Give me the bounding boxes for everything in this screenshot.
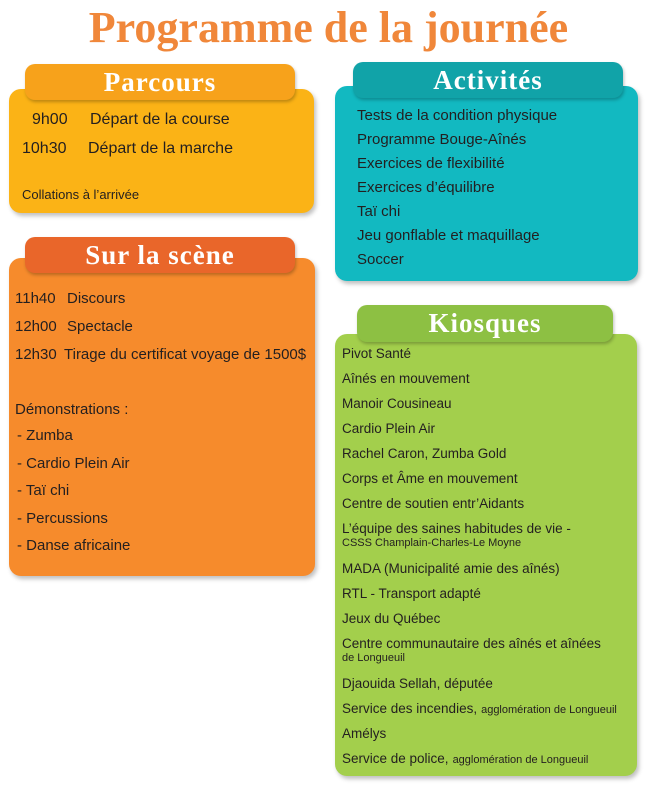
demo-item: - Cardio Plein Air [17, 454, 130, 472]
scene-item [15, 346, 306, 363]
demo-heading: Démonstrations : [15, 401, 129, 418]
demo-item: - Zumba [17, 427, 73, 444]
activites-item: Programme Bouge-Aînés [357, 131, 527, 148]
kiosques-heading: Kiosques [357, 305, 613, 342]
kiosque-item [342, 496, 524, 511]
demo-item: - Taï chi [17, 482, 70, 499]
activites-item: Taï chi [357, 203, 401, 220]
kiosque-item [342, 396, 452, 411]
scene-item [15, 318, 133, 335]
kiosque-name: Service des incendies, [342, 701, 478, 716]
kiosque-item [342, 586, 481, 601]
kiosque-item [342, 346, 411, 361]
kiosque-item [342, 371, 470, 386]
activites-item: Jeu gonflable et maquillage [357, 227, 540, 244]
scene-label: Discours [67, 290, 126, 307]
parcours-label: Départ de la marche [88, 140, 233, 157]
scene-label: Spectacle [67, 318, 133, 335]
activites-item: Soccer [357, 251, 404, 268]
activites-heading: Activités [353, 62, 623, 98]
kiosque-item [342, 611, 440, 626]
kiosque-name: Manoir Cousineau [342, 396, 452, 411]
kiosque-name: Centre de soutien entr’Aidants [342, 496, 525, 511]
kiosque-item [342, 676, 493, 691]
parcours-heading: Parcours [25, 64, 295, 100]
page-title: Programme de la journée [88, 3, 569, 52]
kiosque-name: RTL - Transport adapté [342, 586, 481, 601]
parcours-label: Départ de la course [90, 111, 230, 128]
activites-item: Exercices d’équilibre [357, 179, 495, 196]
kiosque-subtitle: de Longueuil [342, 652, 406, 664]
parcours-time: 9h00 [32, 111, 68, 128]
kiosque-detail: agglomération de Longueuil [481, 704, 617, 716]
scene-time: 12h30 [15, 346, 57, 363]
kiosque-name: Aînés en mouvement [342, 371, 470, 386]
parcours-item [32, 111, 230, 129]
kiosque-item [342, 636, 601, 665]
kiosque-name: Amélys [342, 726, 387, 741]
kiosque-name: Cardio Plein Air [342, 421, 436, 436]
kiosque-name: Service de police, [342, 751, 449, 766]
activites-item: Exercices de flexibilité [357, 155, 505, 172]
kiosque-item [342, 751, 588, 766]
parcours-time: 10h30 [22, 140, 67, 157]
scene-time: 11h40 [15, 290, 56, 307]
kiosque-item [342, 421, 435, 436]
kiosque-subtitle: CSSS Champlain-Charles-Le Moyne [342, 537, 522, 549]
kiosque-name: MADA (Municipalité amie des aînés) [342, 561, 560, 576]
activites-item: Tests de la condition physique [357, 107, 558, 124]
scene-label: Tirage du certificat voyage de 1500$ [64, 346, 307, 363]
demo-item: - Danse africaine [17, 537, 131, 554]
kiosque-item [342, 701, 617, 716]
kiosque-item [342, 561, 560, 576]
kiosque-item [342, 446, 506, 461]
demo-item: - Percussions [17, 509, 108, 527]
parcours-item [22, 140, 233, 158]
scene-item [15, 290, 125, 307]
kiosque-item [342, 471, 518, 486]
kiosque-name: Djaouida Sellah, députée [342, 676, 493, 691]
kiosque-item [342, 726, 386, 741]
kiosque-item [342, 521, 571, 550]
scene-time: 12h00 [15, 318, 57, 335]
kiosque-name: L’équipe des saines habitudes de vie - [342, 521, 571, 536]
kiosque-name: Corps et Âme en mouvement [342, 471, 518, 486]
kiosque-name: Pivot Santé [342, 346, 412, 361]
parcours-note: Collations à l’arrivée [22, 187, 140, 202]
scene-heading: Sur la scène [25, 237, 295, 273]
kiosque-name: Jeux du Québec [342, 611, 441, 626]
kiosque-detail: agglomération de Longueuil [452, 754, 589, 766]
kiosque-name: Rachel Caron, Zumba Gold [342, 446, 507, 461]
kiosque-name: Centre communautaire des aînés et aînées [342, 636, 601, 651]
